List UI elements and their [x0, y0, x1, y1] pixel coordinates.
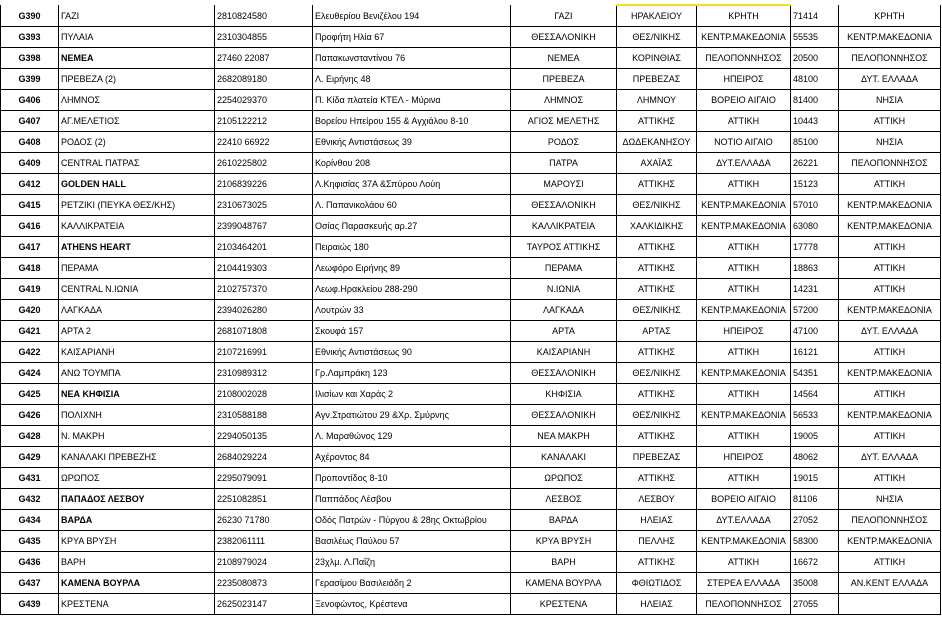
- city-cell: ΘΕΣΣΑΛΟΝΙΚΗ: [511, 363, 617, 384]
- store-name-cell: ΚΑΝΑΛΑΚΙ ΠΡΕΒΕΖΗΣ: [59, 447, 215, 468]
- region-cell: ΑΤΤΙΚΗ: [697, 258, 791, 279]
- sales-zone-cell: ΚΕΝΤΡ.ΜΑΚΕΔΟΝΙΑ: [839, 216, 941, 237]
- table-row: [1, 300, 941, 321]
- region-cell: ΑΤΤΙΚΗ: [697, 384, 791, 405]
- phone-number-cell: 2295079091: [215, 468, 313, 489]
- phone-number-cell: 2310304855: [215, 27, 313, 48]
- table-row: [1, 132, 941, 153]
- store-code-cell: G406: [1, 90, 59, 111]
- phone-number-cell: 2254029370: [215, 90, 313, 111]
- table-row: [1, 69, 941, 90]
- region-cell: ΑΤΤΙΚΗ: [697, 342, 791, 363]
- postal-code-cell: 16672: [791, 552, 839, 573]
- street-address-cell: Οδός Πατρών - Πύργου & 28ης Οκτωβρίου: [313, 510, 511, 531]
- postal-code-cell: 85100: [791, 132, 839, 153]
- city-cell: ΡΟΔΟΣ: [511, 132, 617, 153]
- sales-zone-cell: ΝΗΣΙΑ: [839, 90, 941, 111]
- prefecture-cell: ΔΩΔΕΚΑΝΗΣΟΥ: [617, 132, 697, 153]
- region-cell: ΒΟΡΕΙΟ ΑΙΓΑΙΟ: [697, 90, 791, 111]
- sales-zone-cell: ΠΕΛΟΠΟΝΝΗΣΟΣ: [839, 153, 941, 174]
- phone-number-cell: 27460 22087: [215, 48, 313, 69]
- store-name-cell: GOLDEN HALL: [59, 174, 215, 195]
- city-cell: ΛΗΜΝΟΣ: [511, 90, 617, 111]
- phone-number-cell: 2251082851: [215, 489, 313, 510]
- city-cell: ΝΕΜΕΑ: [511, 48, 617, 69]
- phone-number-cell: 2625023147: [215, 594, 313, 615]
- table-row: [1, 489, 941, 510]
- table-row: [1, 510, 941, 531]
- table-row: [1, 426, 941, 447]
- region-cell: ΚΕΝΤΡ.ΜΑΚΕΔΟΝΙΑ: [697, 27, 791, 48]
- city-cell: ΠΡΕΒΕΖΑ: [511, 69, 617, 90]
- store-name-cell: ΠΟΛΙΧΝΗ: [59, 405, 215, 426]
- region-cell: ΝΟΤΙΟ ΑΙΓΑΙΟ: [697, 132, 791, 153]
- postal-code-cell: 20500: [791, 48, 839, 69]
- street-address-cell: Λεωφόρο Ειρήνης 89: [313, 258, 511, 279]
- store-code-cell: G416: [1, 216, 59, 237]
- table-row: [1, 342, 941, 363]
- store-code-cell: G399: [1, 69, 59, 90]
- store-code-cell: G436: [1, 552, 59, 573]
- postal-code-cell: 48062: [791, 447, 839, 468]
- region-cell: ΠΕΛΟΠΟΝΝΗΣΟΣ: [697, 594, 791, 615]
- street-address-cell: Βορείου Ηπείρου 155 & Αγχιάλου 8-10: [313, 111, 511, 132]
- table-row: [1, 321, 941, 342]
- store-name-cell: ΠΥΛΑΙΑ: [59, 27, 215, 48]
- table-row: [1, 468, 941, 489]
- street-address-cell: Λ.Κηφισίας 37Α &Σπύρου Λούη: [313, 174, 511, 195]
- store-name-cell: ΑΝΩ ΤΟΥΜΠΑ: [59, 363, 215, 384]
- city-cell: ΘΕΣΣΑΛΟΝΙΚΗ: [511, 405, 617, 426]
- sales-zone-cell: ΝΗΣΙΑ: [839, 489, 941, 510]
- table-row: [1, 237, 941, 258]
- street-address-cell: Π. Κίδα πλατεία ΚΤΕΛ - Μύρινα: [313, 90, 511, 111]
- sales-zone-cell: ΚΡΗΤΗ: [839, 5, 941, 27]
- city-cell: ΚΑΝΑΛΑΚΙ: [511, 447, 617, 468]
- phone-number-cell: 2684029224: [215, 447, 313, 468]
- postal-code-cell: 10443: [791, 111, 839, 132]
- city-cell: ΝΕΑ ΜΑΚΡΗ: [511, 426, 617, 447]
- prefecture-cell: ΑΤΤΙΚΗΣ: [617, 384, 697, 405]
- phone-number-cell: 2103464201: [215, 237, 313, 258]
- store-name-cell: ΑΓ.ΜΕΛΕΤΙΟΣ: [59, 111, 215, 132]
- sales-zone-cell: ΑΤΤΙΚΗ: [839, 342, 941, 363]
- sales-zone-cell: ΚΕΝΤΡ.ΜΑΚΕΔΟΝΙΑ: [839, 195, 941, 216]
- postal-code-cell: 63080: [791, 216, 839, 237]
- sales-zone-cell: ΑΤΤΙΚΗ: [839, 384, 941, 405]
- store-code-cell: G437: [1, 573, 59, 594]
- street-address-cell: Κορίνθου 208: [313, 153, 511, 174]
- city-cell: ΠΑΤΡΑ: [511, 153, 617, 174]
- prefecture-cell: ΑΤΤΙΚΗΣ: [617, 237, 697, 258]
- store-code-cell: G435: [1, 531, 59, 552]
- region-cell: ΗΠΕΙΡΟΣ: [697, 69, 791, 90]
- store-code-cell: G431: [1, 468, 59, 489]
- store-name-cell: ΚΡΕΣΤΕΝΑ: [59, 594, 215, 615]
- store-name-cell: ΡΕΤΖΙΚΙ (ΠΕΥΚΑ ΘΕΣ/ΚΗΣ): [59, 195, 215, 216]
- sales-zone-cell: ΑΤΤΙΚΗ: [839, 258, 941, 279]
- street-address-cell: Οσίας Παρασκευής αρ.27: [313, 216, 511, 237]
- street-address-cell: Αχέροντος 84: [313, 447, 511, 468]
- store-code-cell: G439: [1, 594, 59, 615]
- store-code-cell: G412: [1, 174, 59, 195]
- street-address-cell: 23χλμ. Λ.Παΐζη: [313, 552, 511, 573]
- street-address-cell: Σκουφά 157: [313, 321, 511, 342]
- postal-code-cell: 15123: [791, 174, 839, 195]
- region-cell: ΑΤΤΙΚΗ: [697, 111, 791, 132]
- city-cell: ΩΡΩΠΟΣ: [511, 468, 617, 489]
- prefecture-cell: ΘΕΣ/ΝΙΚΗΣ: [617, 195, 697, 216]
- prefecture-cell: ΚΟΡΙΝΘΙΑΣ: [617, 48, 697, 69]
- street-address-cell: Παππάδος Λέσβου: [313, 489, 511, 510]
- table-row: [1, 531, 941, 552]
- table-row: [1, 153, 941, 174]
- prefecture-cell: ΑΤΤΙΚΗΣ: [617, 258, 697, 279]
- table-row: [1, 363, 941, 384]
- table-row: [1, 5, 941, 27]
- region-cell: ΑΤΤΙΚΗ: [697, 237, 791, 258]
- prefecture-cell: ΑΤΤΙΚΗΣ: [617, 552, 697, 573]
- stores-table: [0, 4, 941, 615]
- street-address-cell: Προποντίδος 8-10: [313, 468, 511, 489]
- postal-code-cell: 19005: [791, 426, 839, 447]
- postal-code-cell: 35008: [791, 573, 839, 594]
- sales-zone-cell: ΚΕΝΤΡ.ΜΑΚΕΔΟΝΙΑ: [839, 531, 941, 552]
- region-cell: ΚΕΝΤΡ.ΜΑΚΕΔΟΝΙΑ: [697, 405, 791, 426]
- store-name-cell: CENTRAL Ν.ΙΩΝΙΑ: [59, 279, 215, 300]
- city-cell: ΜΑΡΟΥΣΙ: [511, 174, 617, 195]
- phone-number-cell: 2810824580: [215, 5, 313, 27]
- prefecture-cell: ΑΤΤΙΚΗΣ: [617, 174, 697, 195]
- phone-number-cell: 2310588188: [215, 405, 313, 426]
- sales-zone-cell: ΚΕΝΤΡ.ΜΑΚΕΔΟΝΙΑ: [839, 300, 941, 321]
- region-cell: ΑΤΤΙΚΗ: [697, 552, 791, 573]
- street-address-cell: Λουτρών 33: [313, 300, 511, 321]
- city-cell: ΒΑΡΔΑ: [511, 510, 617, 531]
- store-name-cell: ΚΑΙΣΑΡΙΑΝΗ: [59, 342, 215, 363]
- table-body: [1, 5, 941, 615]
- region-cell: ΔΥΤ.ΕΛΛΑΔΑ: [697, 153, 791, 174]
- store-name-cell: ΒΑΡΗ: [59, 552, 215, 573]
- table-row: [1, 258, 941, 279]
- city-cell: ΚΡΥΑ ΒΡΥΣΗ: [511, 531, 617, 552]
- street-address-cell: Πειραιώς 180: [313, 237, 511, 258]
- postal-code-cell: 14564: [791, 384, 839, 405]
- table-row: [1, 573, 941, 594]
- sales-zone-cell: ΑΤΤΙΚΗ: [839, 426, 941, 447]
- store-code-cell: G425: [1, 384, 59, 405]
- prefecture-cell: ΑΤΤΙΚΗΣ: [617, 279, 697, 300]
- city-cell: ΛΕΣΒΟΣ: [511, 489, 617, 510]
- prefecture-cell: ΘΕΣ/ΝΙΚΗΣ: [617, 363, 697, 384]
- city-cell: ΚΑΛΛΙΚΡΑΤΕΙΑ: [511, 216, 617, 237]
- sales-zone-cell: ΑΤΤΙΚΗ: [839, 279, 941, 300]
- phone-number-cell: 2106839226: [215, 174, 313, 195]
- store-code-cell: G409: [1, 153, 59, 174]
- postal-code-cell: 58300: [791, 531, 839, 552]
- region-cell: ΑΤΤΙΚΗ: [697, 468, 791, 489]
- prefecture-cell: ΗΛΕΙΑΣ: [617, 594, 697, 615]
- region-cell: ΔΥΤ.ΕΛΛΑΔΑ: [697, 510, 791, 531]
- sales-zone-cell: ΑΤΤΙΚΗ: [839, 174, 941, 195]
- region-cell: ΗΠΕΙΡΟΣ: [697, 447, 791, 468]
- store-name-cell: ΝΕΜΕΑ: [59, 48, 215, 69]
- city-cell: ΑΡΤΑ: [511, 321, 617, 342]
- city-cell: Ν.ΙΩΝΙΑ: [511, 279, 617, 300]
- store-code-cell: G428: [1, 426, 59, 447]
- store-name-cell: CENTRAL ΠΑΤΡΑΣ: [59, 153, 215, 174]
- table-row: [1, 279, 941, 300]
- table-row: [1, 90, 941, 111]
- store-name-cell: ΚΡΥΑ ΒΡΥΣΗ: [59, 531, 215, 552]
- prefecture-cell: ΗΛΕΙΑΣ: [617, 510, 697, 531]
- phone-number-cell: 2399048767: [215, 216, 313, 237]
- store-name-cell: Ν. ΜΑΚΡΗ: [59, 426, 215, 447]
- prefecture-cell: ΦΘΙΩΤΙΔΟΣ: [617, 573, 697, 594]
- street-address-cell: Λεωφ.Ηρακλείου 288-290: [313, 279, 511, 300]
- phone-number-cell: 2382061111: [215, 531, 313, 552]
- region-cell: ΠΕΛΟΠΟΝΝΗΣΟΣ: [697, 48, 791, 69]
- table-row: [1, 27, 941, 48]
- postal-code-cell: 14231: [791, 279, 839, 300]
- region-cell: ΑΤΤΙΚΗ: [697, 426, 791, 447]
- phone-number-cell: 2682089180: [215, 69, 313, 90]
- table-row: [1, 594, 941, 615]
- postal-code-cell: 71414: [791, 5, 839, 27]
- store-code-cell: G407: [1, 111, 59, 132]
- store-code-cell: G434: [1, 510, 59, 531]
- prefecture-cell: ΛΗΜΝΟΥ: [617, 90, 697, 111]
- phone-number-cell: 2310673025: [215, 195, 313, 216]
- store-code-cell: G426: [1, 405, 59, 426]
- postal-code-cell: 16121: [791, 342, 839, 363]
- store-name-cell: ΡΟΔΟΣ (2): [59, 132, 215, 153]
- sales-zone-cell: ΔΥΤ. ΕΛΛΑΔΑ: [839, 69, 941, 90]
- sales-zone-cell: ΠΕΛΟΠΟΝΝΗΣΟΣ: [839, 510, 941, 531]
- store-code-cell: G432: [1, 489, 59, 510]
- table-row: [1, 552, 941, 573]
- sales-zone-cell: [839, 594, 941, 615]
- phone-number-cell: 2394026280: [215, 300, 313, 321]
- store-code-cell: G429: [1, 447, 59, 468]
- phone-number-cell: 26230 71780: [215, 510, 313, 531]
- street-address-cell: Ξενοφώντος, Κρέστενα: [313, 594, 511, 615]
- sales-zone-cell: ΚΕΝΤΡ.ΜΑΚΕΔΟΝΙΑ: [839, 405, 941, 426]
- region-cell: ΚΕΝΤΡ.ΜΑΚΕΔΟΝΙΑ: [697, 195, 791, 216]
- table-row: [1, 195, 941, 216]
- sales-zone-cell: ΑΝ.ΚΕΝΤ ΕΛΛΑΔΑ: [839, 573, 941, 594]
- prefecture-cell: ΠΡΕΒΕΖΑΣ: [617, 447, 697, 468]
- street-address-cell: Αγν.Στρατιώτου 29 &Χρ. Σμύρνης: [313, 405, 511, 426]
- sales-zone-cell: ΑΤΤΙΚΗ: [839, 552, 941, 573]
- prefecture-cell: ΗΡΑΚΛΕΙΟΥ: [617, 5, 697, 27]
- phone-number-cell: 2681071808: [215, 321, 313, 342]
- table-row: [1, 447, 941, 468]
- store-name-cell: ΑΡΤΑ 2: [59, 321, 215, 342]
- region-cell: ΑΤΤΙΚΗ: [697, 174, 791, 195]
- store-code-cell: G408: [1, 132, 59, 153]
- region-cell: ΚΕΝΤΡ.ΜΑΚΕΔΟΝΙΑ: [697, 363, 791, 384]
- postal-code-cell: 57200: [791, 300, 839, 321]
- postal-code-cell: 54351: [791, 363, 839, 384]
- phone-number-cell: 2102757370: [215, 279, 313, 300]
- street-address-cell: Παπακωνσταντίνου 76: [313, 48, 511, 69]
- store-name-cell: ΚΑΜΕΝΑ ΒΟΥΡΛΑ: [59, 573, 215, 594]
- region-cell: ΚΡΗΤΗ: [697, 5, 791, 27]
- sales-zone-cell: ΠΕΛΟΠΟΝΝΗΣΟΣ: [839, 48, 941, 69]
- postal-code-cell: 27052: [791, 510, 839, 531]
- region-cell: ΚΕΝΤΡ.ΜΑΚΕΔΟΝΙΑ: [697, 300, 791, 321]
- postal-code-cell: 17778: [791, 237, 839, 258]
- prefecture-cell: ΠΕΛΛΗΣ: [617, 531, 697, 552]
- postal-code-cell: 57010: [791, 195, 839, 216]
- sales-zone-cell: ΑΤΤΙΚΗ: [839, 111, 941, 132]
- store-name-cell: ΝΕΑ ΚΗΦΙΣΙΑ: [59, 384, 215, 405]
- sales-zone-cell: ΝΗΣΙΑ: [839, 132, 941, 153]
- phone-number-cell: 2310989312: [215, 363, 313, 384]
- postal-code-cell: 48100: [791, 69, 839, 90]
- city-cell: ΚΡΕΣΤΕΝΑ: [511, 594, 617, 615]
- city-cell: ΚΑΙΣΑΡΙΑΝΗ: [511, 342, 617, 363]
- prefecture-cell: ΑΤΤΙΚΗΣ: [617, 111, 697, 132]
- postal-code-cell: 26221: [791, 153, 839, 174]
- region-cell: ΣΤΕΡΕΑ ΕΛΛΑΔΑ: [697, 573, 791, 594]
- store-name-cell: ΓΑΖΙ: [59, 5, 215, 27]
- phone-number-cell: 22410 66922: [215, 132, 313, 153]
- prefecture-cell: ΧΑΛΚΙΔΙΚΗΣ: [617, 216, 697, 237]
- store-code-cell: G418: [1, 258, 59, 279]
- store-name-cell: ΠΕΡΑΜΑ: [59, 258, 215, 279]
- street-address-cell: Βασιλέως Παύλου 57: [313, 531, 511, 552]
- sales-zone-cell: ΑΤΤΙΚΗ: [839, 468, 941, 489]
- city-cell: ΚΑΜΕΝΑ ΒΟΥΡΛΑ: [511, 573, 617, 594]
- phone-number-cell: 2294050135: [215, 426, 313, 447]
- table-row: [1, 405, 941, 426]
- city-cell: ΘΕΣΣΑΛΟΝΙΚΗ: [511, 27, 617, 48]
- region-cell: ΑΤΤΙΚΗ: [697, 279, 791, 300]
- prefecture-cell: ΠΡΕΒΕΖΑΣ: [617, 69, 697, 90]
- city-cell: ΠΕΡΑΜΑ: [511, 258, 617, 279]
- store-code-cell: G390: [1, 5, 59, 27]
- phone-number-cell: 2107216991: [215, 342, 313, 363]
- phone-number-cell: 2610225802: [215, 153, 313, 174]
- city-cell: ΚΗΦΙΣΙΑ: [511, 384, 617, 405]
- store-name-cell: ΛΗΜΝΟΣ: [59, 90, 215, 111]
- store-name-cell: ΛΑΓΚΑΔΑ: [59, 300, 215, 321]
- sales-zone-cell: ΚΕΝΤΡ.ΜΑΚΕΔΟΝΙΑ: [839, 363, 941, 384]
- prefecture-cell: ΘΕΣ/ΝΙΚΗΣ: [617, 27, 697, 48]
- store-name-cell: ATHENS HEART: [59, 237, 215, 258]
- postal-code-cell: 55535: [791, 27, 839, 48]
- street-address-cell: Ελευθερίου Βενιζέλου 194: [313, 5, 511, 27]
- prefecture-cell: ΑΤΤΙΚΗΣ: [617, 426, 697, 447]
- prefecture-cell: ΑΤΤΙΚΗΣ: [617, 342, 697, 363]
- prefecture-cell: ΑΡΤΑΣ: [617, 321, 697, 342]
- sales-zone-cell: ΑΤΤΙΚΗ: [839, 237, 941, 258]
- store-code-cell: G419: [1, 279, 59, 300]
- store-code-cell: G398: [1, 48, 59, 69]
- store-name-cell: ΒΑΡΔΑ: [59, 510, 215, 531]
- postal-code-cell: 27055: [791, 594, 839, 615]
- street-address-cell: Γρ.Λαμπράκη 123: [313, 363, 511, 384]
- region-cell: ΚΕΝΤΡ.ΜΑΚΕΔΟΝΙΑ: [697, 531, 791, 552]
- postal-code-cell: 47100: [791, 321, 839, 342]
- store-name-cell: ΠΑΠΑΔΟΣ ΛΕΣΒΟΥ: [59, 489, 215, 510]
- prefecture-cell: ΛΕΣΒΟΥ: [617, 489, 697, 510]
- street-address-cell: Γερασίμου Βασιλειάδη 2: [313, 573, 511, 594]
- prefecture-cell: ΘΕΣ/ΝΙΚΗΣ: [617, 405, 697, 426]
- street-address-cell: Προφήτη Ηλία 67: [313, 27, 511, 48]
- region-cell: ΒΟΡΕΙΟ ΑΙΓΑΙΟ: [697, 489, 791, 510]
- city-cell: ΛΑΓΚΑΔΑ: [511, 300, 617, 321]
- table-row: [1, 111, 941, 132]
- sales-zone-cell: ΔΥΤ. ΕΛΛΑΔΑ: [839, 447, 941, 468]
- city-cell: ΓΑΖΙ: [511, 5, 617, 27]
- postal-code-cell: 56533: [791, 405, 839, 426]
- region-cell: ΚΕΝΤΡ.ΜΑΚΕΔΟΝΙΑ: [697, 216, 791, 237]
- store-code-cell: G424: [1, 363, 59, 384]
- table-row: [1, 384, 941, 405]
- postal-code-cell: 81106: [791, 489, 839, 510]
- postal-code-cell: 81400: [791, 90, 839, 111]
- phone-number-cell: 2105122212: [215, 111, 313, 132]
- city-cell: ΒΑΡΗ: [511, 552, 617, 573]
- prefecture-cell: ΑΤΤΙΚΗΣ: [617, 468, 697, 489]
- store-code-cell: G393: [1, 27, 59, 48]
- phone-number-cell: 2235080873: [215, 573, 313, 594]
- store-name-cell: ΩΡΩΠΟΣ: [59, 468, 215, 489]
- store-code-cell: G420: [1, 300, 59, 321]
- region-cell: ΗΠΕΙΡΟΣ: [697, 321, 791, 342]
- street-address-cell: Λ. Μαραθώνος 129: [313, 426, 511, 447]
- store-code-cell: G415: [1, 195, 59, 216]
- postal-code-cell: 18863: [791, 258, 839, 279]
- street-address-cell: Εθνικής Αντιστάσεως 39: [313, 132, 511, 153]
- street-address-cell: Λ. Παπανικολάου 60: [313, 195, 511, 216]
- store-name-cell: ΠΡΕΒΕΖΑ (2): [59, 69, 215, 90]
- prefecture-cell: ΘΕΣ/ΝΙΚΗΣ: [617, 300, 697, 321]
- phone-number-cell: 2104419303: [215, 258, 313, 279]
- sales-zone-cell: ΔΥΤ. ΕΛΛΑΔΑ: [839, 321, 941, 342]
- postal-code-cell: 19015: [791, 468, 839, 489]
- table-row: [1, 48, 941, 69]
- city-cell: ΤΑΥΡΟΣ ΑΤΤΙΚΗΣ: [511, 237, 617, 258]
- prefecture-cell: ΑΧΑΪΑΣ: [617, 153, 697, 174]
- store-code-cell: G421: [1, 321, 59, 342]
- street-address-cell: Ιλισίων και Χαράς 2: [313, 384, 511, 405]
- store-code-cell: G417: [1, 237, 59, 258]
- street-address-cell: Λ. Ειρήνης 48: [313, 69, 511, 90]
- table-row: [1, 174, 941, 195]
- city-cell: ΑΓΙΟΣ ΜΕΛΕΤΗΣ: [511, 111, 617, 132]
- phone-number-cell: 2108002028: [215, 384, 313, 405]
- store-code-cell: G422: [1, 342, 59, 363]
- sales-zone-cell: ΚΕΝΤΡ.ΜΑΚΕΔΟΝΙΑ: [839, 27, 941, 48]
- store-name-cell: ΚΑΛΛΙΚΡΑΤΕΙΑ: [59, 216, 215, 237]
- street-address-cell: Εθνικής Αντιστάσεως 90: [313, 342, 511, 363]
- city-cell: ΘΕΣΣΑΛΟΝΙΚΗ: [511, 195, 617, 216]
- phone-number-cell: 2108979024: [215, 552, 313, 573]
- table-row: [1, 216, 941, 237]
